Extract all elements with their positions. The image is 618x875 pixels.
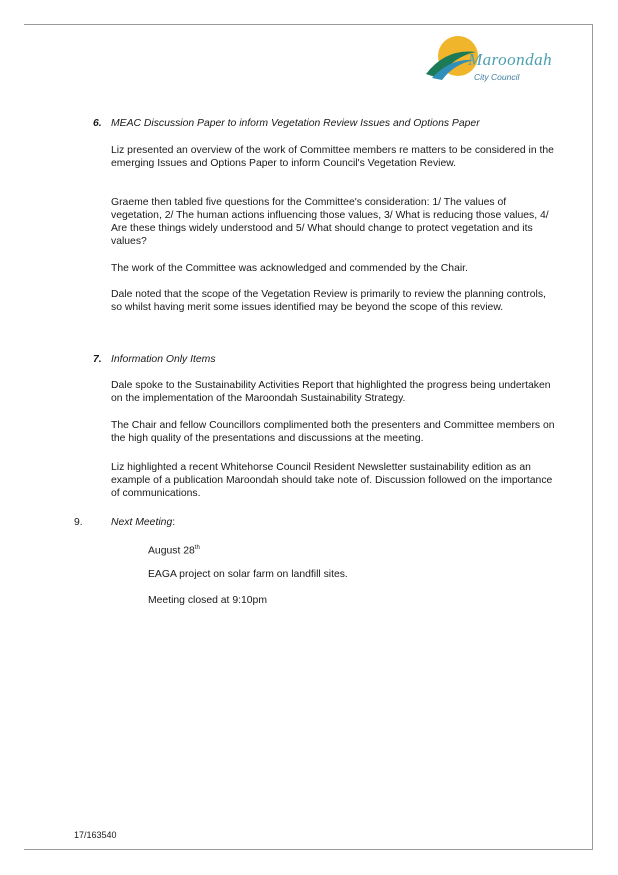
item-7-number: 7. xyxy=(93,354,102,365)
maroondah-logo xyxy=(424,32,554,92)
meeting-closed-text: Meeting closed at 9:10pm xyxy=(148,595,267,606)
item-6-paragraph: The work of the Committee was acknowledged and commended by the Chair. xyxy=(111,263,468,274)
item-9-number: 9. xyxy=(74,517,83,528)
item-6-title: MEAC Discussion Paper to inform Vegetation Review Issues and Options Paper xyxy=(111,118,480,129)
logo-subtitle: City Council xyxy=(474,72,520,82)
item-9-title-suffix: : xyxy=(172,517,176,528)
next-meeting-date xyxy=(148,542,200,557)
next-meeting-project: EAGA project on solar farm on landfill sites. xyxy=(148,569,348,580)
item-7-paragraph: Liz highlighted a recent Whitehorse Council Resident Newsletter sustainability edition as an example of a publication Maroondah should take note of. Discussion followed on the importance of communications. xyxy=(111,462,553,499)
document-reference: 17/163540 xyxy=(74,830,117,840)
item-6-paragraph: Dale noted that the scope of the Vegetation Review is primarily to review the planning controls, so whilst having merit some issues identified may be beyond the scope of this review. xyxy=(111,289,546,313)
item-9-title: Next Meeting xyxy=(111,517,173,528)
item-6-paragraph: Liz presented an overview of the work of Committee members re matters to be considered in the emerging Issues and Options Paper to inform Council's Vegetation Review. xyxy=(111,145,554,169)
date-superscript: th xyxy=(194,545,200,551)
item-7-paragraph: Dale spoke to the Sustainability Activities Report that highlighted the progress being undertaken on the implementation of the Maroondah Sustainability Strategy. xyxy=(111,380,551,404)
item-9-heading xyxy=(111,516,175,529)
logo-name: Maroondah xyxy=(468,50,553,69)
date-text: August 28 xyxy=(148,545,195,557)
item-6-number: 6. xyxy=(93,118,102,129)
item-7-title: Information Only Items xyxy=(111,354,216,365)
item-7-paragraph: The Chair and fellow Councillors complimented both the presenters and Committee members on the high quality of the presentations and discussions at the meeting. xyxy=(111,420,555,444)
item-6-paragraph: Graeme then tabled five questions for the Committee's consideration: 1/ The values of vegetation, 2/ The human actions influencing those values, 3/ What is reducing those values, 4/ Are these things widely understood and 5/ What should change to protect vegetation and its values? xyxy=(111,197,549,247)
